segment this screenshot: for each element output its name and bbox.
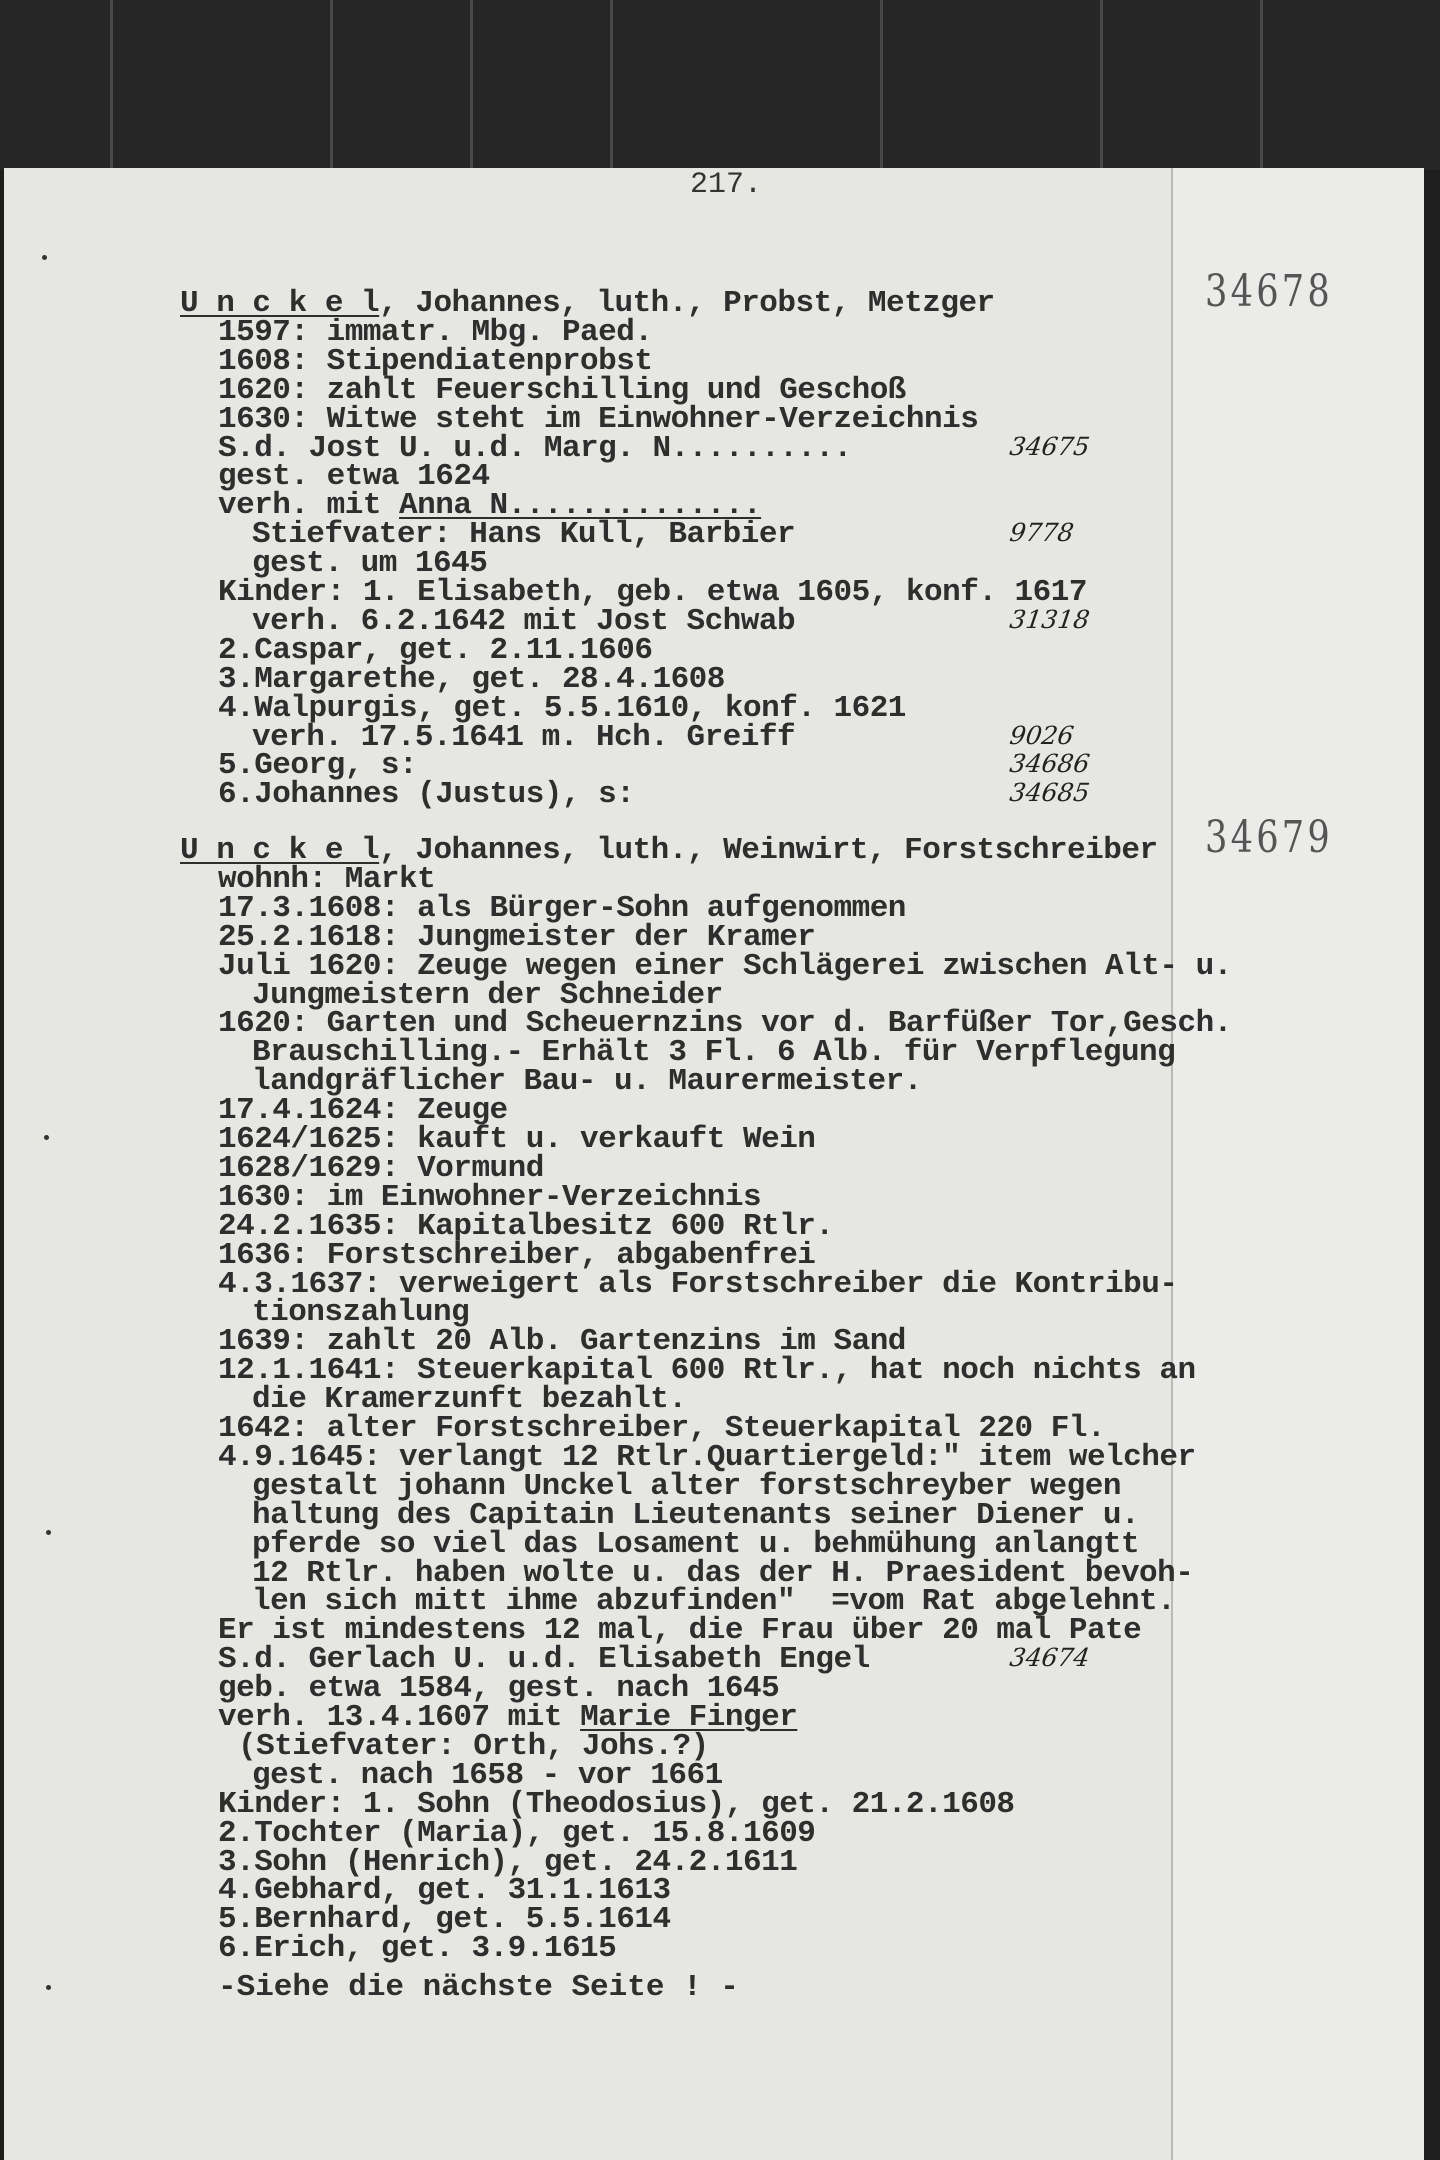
entry-heading <box>180 833 1158 868</box>
entry-line <box>218 1266 1178 1302</box>
underlined-name: U n c k e l <box>180 833 380 868</box>
entry-line <box>218 1844 798 1880</box>
entry-line <box>218 777 635 813</box>
entry-line <box>218 1237 816 1273</box>
entry-line <box>218 632 653 668</box>
line-text: pferde so viel das Losament u. behmühung anlangtt <box>252 1526 1140 1562</box>
punch-mark <box>46 1985 51 1990</box>
entry-line <box>218 1150 544 1186</box>
line-text: 12 Rtlr. haben wolte u. das der H. Praesident bevoh- <box>252 1555 1194 1591</box>
line-text: 1608: Stipendiatenprobst <box>218 343 653 379</box>
punch-mark <box>46 1530 51 1535</box>
line-text: gest. nach 1658 - vor 1661 <box>252 1757 723 1793</box>
entry-line <box>218 1122 816 1157</box>
line-text: landgräflicher Bau- u. Maurermeister. <box>252 1064 922 1100</box>
punch-mark <box>44 1135 49 1140</box>
entry-line <box>218 1006 1232 1042</box>
scan-streak <box>1100 0 1103 170</box>
card-number: 34679 <box>1205 812 1333 863</box>
line-text: Er ist mindestens 12 mal, die Frau über 20 mal Pate <box>218 1613 1142 1649</box>
entry-line <box>218 690 906 726</box>
card-number: 34678 <box>1205 266 1333 317</box>
line-text: 3.Sohn (Henrich), get. 24.2.1611 <box>218 1844 798 1880</box>
entry-line <box>218 1671 780 1707</box>
line-text: S.d. Gerlach U. u.d. Elisabeth Engel <box>218 1642 870 1678</box>
entry-line <box>218 430 852 466</box>
entry-line <box>218 372 906 408</box>
entry-line <box>252 517 796 553</box>
scan-streak <box>610 0 613 170</box>
entry-line <box>218 748 418 784</box>
line-text: 4.Gebhard, get. 31.1.1613 <box>218 1873 671 1909</box>
entry-line <box>252 603 796 639</box>
line-text: 3.Margarethe, get. 28.4.1608 <box>218 661 725 697</box>
line-text: S.d. Jost U. u.d. Marg. N.......... <box>218 430 852 466</box>
footer-note: -Siehe die nächste Seite ! - <box>218 1970 739 2005</box>
entry-line <box>218 1324 906 1360</box>
punch-mark <box>42 255 47 260</box>
line-text: 1624/1625: kauft u. verkauft Wein <box>218 1122 816 1157</box>
entry-line <box>252 1382 687 1418</box>
entry-line <box>218 948 1232 984</box>
entry-line <box>218 890 906 926</box>
entry-line <box>238 1728 709 1764</box>
line-text: 12.1.1641: Steuerkapital 600 Rtlr., hat noch nichts an <box>218 1353 1196 1389</box>
line-text: gest. etwa 1624 <box>218 459 490 495</box>
handwritten-reference-number: 34685 <box>1007 778 1092 808</box>
line-text: , Johannes, luth., Weinwirt, Forstschreiber <box>379 833 1158 868</box>
handwritten-reference-number: 34686 <box>1007 749 1092 779</box>
line-text: , Johannes, luth., Probst, Metzger <box>379 286 995 321</box>
entry-line <box>218 1931 617 1967</box>
underlined-name: Marie Finger <box>580 1700 798 1735</box>
line-text: tionszahlung <box>252 1295 470 1331</box>
line-text: 25.2.1618: Jungmeister der Kramer <box>218 919 816 955</box>
line-text: Brauschilling.- Erhält 3 Fl. 6 Alb. für Verpflegung <box>252 1035 1176 1071</box>
line-text: 4.3.1637: verweigert als Forstschreiber die Kontribu- <box>218 1266 1178 1302</box>
line-text: 1639: zahlt 20 Alb. Gartenzins im Sand <box>218 1324 906 1360</box>
entry-line <box>218 1873 671 1909</box>
line-text: 2.Tochter (Maria), get. 15.8.1609 <box>218 1815 816 1851</box>
entry-line <box>218 919 816 955</box>
line-text: 4.9.1645: verlangt 12 Rtlr.Quartiergeld:" item welcher <box>218 1439 1196 1475</box>
line-text: Kinder: 1. Sohn (Theodosius), get. 21.2.1608 <box>218 1786 1015 1822</box>
entry-line <box>218 401 979 437</box>
line-text: 4.Walpurgis, get. 5.5.1610, konf. 1621 <box>218 690 906 726</box>
line-text: 1642: alter Forstschreiber, Steuerkapital 220 Fl. <box>218 1411 1106 1446</box>
entry-line <box>218 314 653 350</box>
entry-line <box>218 1179 762 1215</box>
handwritten-reference-number: 9778 <box>1007 518 1076 548</box>
line-text: gest. um 1645 <box>252 546 488 582</box>
line-text: verh. 6.2.1642 mit Jost Schwab <box>252 603 796 639</box>
entry-line <box>218 1613 1142 1649</box>
entry-line <box>218 1208 834 1244</box>
entry-line <box>252 977 723 1013</box>
line-text: Kinder: 1. Elisabeth, geb. etwa 1605, konf. 1617 <box>218 575 1087 610</box>
line-text: die Kramerzunft bezahlt. <box>252 1382 687 1418</box>
line-text: 1620: Garten und Scheuernzins vor d. Barfüßer Tor,Gesch. <box>218 1006 1232 1042</box>
line-text: (Stiefvater: Orth, Johs.?) <box>238 1728 709 1764</box>
handwritten-reference-number: 9026 <box>1007 720 1076 750</box>
handwritten-reference-number: 31318 <box>1007 604 1092 634</box>
scan-streak <box>1260 0 1263 170</box>
underlined-name: U n c k e l <box>180 286 380 321</box>
line-text: 24.2.1635: Kapitalbesitz 600 Rtlr. <box>218 1208 834 1244</box>
entry-line <box>218 343 653 379</box>
entry-line <box>218 1642 870 1678</box>
line-text: 2.Caspar, get. 2.11.1606 <box>218 632 653 668</box>
entry-line <box>252 1468 1121 1504</box>
entry-line <box>218 488 762 524</box>
scan-streak <box>880 0 883 170</box>
entry-line <box>218 1700 798 1735</box>
entry-line <box>252 1064 922 1100</box>
entry-heading <box>180 286 995 321</box>
entry-line <box>252 1584 1176 1620</box>
entry-line <box>218 575 1087 610</box>
scan-streak <box>330 0 333 170</box>
line-text: haltung des Capitain Lieutenants seiner Diener u. <box>252 1497 1140 1533</box>
underlined-name: Anna N.............. <box>399 488 762 524</box>
entry-line <box>252 719 796 755</box>
line-text: verh. 13.4.1607 mit <box>218 1700 581 1735</box>
line-text: 1630: im Einwohner-Verzeichnis <box>218 1179 762 1215</box>
scan-streak <box>470 0 473 170</box>
entry-line <box>252 1555 1194 1591</box>
entry-line <box>218 1411 1106 1446</box>
right-margin-column <box>1171 168 1424 2160</box>
entry-line <box>218 1353 1196 1389</box>
line-text: gestalt johann Unckel alter forstschreyber wegen <box>252 1468 1121 1504</box>
line-text: 1620: zahlt Feuerschilling und Geschoß <box>218 372 906 408</box>
line-text: len sich mitt ihme abzufinden" =vom Rat abgelehnt. <box>252 1584 1176 1620</box>
line-text: 1636: Forstschreiber, abgabenfrei <box>218 1237 816 1273</box>
line-text: 5.Georg, s: <box>218 748 418 784</box>
entry-line <box>252 546 488 582</box>
handwritten-reference-number: 34675 <box>1007 431 1092 461</box>
line-text: 1628/1629: Vormund <box>218 1150 544 1186</box>
entry-line <box>218 1786 1015 1822</box>
entry-line <box>218 459 490 495</box>
line-text: 5.Bernhard, get. 5.5.1614 <box>218 1902 671 1938</box>
line-text: verh. mit <box>218 488 400 524</box>
line-text: 6.Johannes (Justus), s: <box>218 777 635 813</box>
entry-line <box>252 1526 1140 1562</box>
line-text: Jungmeistern der Schneider <box>252 977 723 1013</box>
line-text: wohnh: Markt <box>218 861 436 897</box>
handwritten-reference-number: 34674 <box>1007 1643 1092 1673</box>
scan-top-border <box>0 0 1440 170</box>
line-text: 17.3.1608: als Bürger-Sohn aufgenommen <box>218 890 906 926</box>
line-text: 17.4.1624: Zeuge <box>218 1093 508 1129</box>
line-text: Juli 1620: Zeuge wegen einer Schlägerei zwischen Alt- u. <box>218 948 1232 984</box>
line-text: geb. etwa 1584, gest. nach 1645 <box>218 1671 780 1707</box>
entry-line <box>252 1295 470 1331</box>
entry-line <box>218 1439 1196 1475</box>
entry-line <box>218 1815 816 1851</box>
line-text: verh. 17.5.1641 m. Hch. Greiff <box>252 719 796 755</box>
entry-line <box>218 861 436 897</box>
scan-streak <box>110 0 113 170</box>
line-text: 6.Erich, get. 3.9.1615 <box>218 1931 617 1967</box>
page-number: 217. <box>690 168 763 202</box>
entry-line <box>218 1093 508 1129</box>
line-text: 1597: immatr. Mbg. Paed. <box>218 314 653 350</box>
entry-line <box>218 1902 671 1938</box>
entry-line <box>252 1035 1176 1071</box>
entry-line <box>252 1757 723 1793</box>
line-text: Stiefvater: Hans Kull, Barbier <box>252 517 796 553</box>
entry-line <box>252 1497 1140 1533</box>
line-text: 1630: Witwe steht im Einwohner-Verzeichnis <box>218 401 979 437</box>
entry-line <box>218 661 725 697</box>
